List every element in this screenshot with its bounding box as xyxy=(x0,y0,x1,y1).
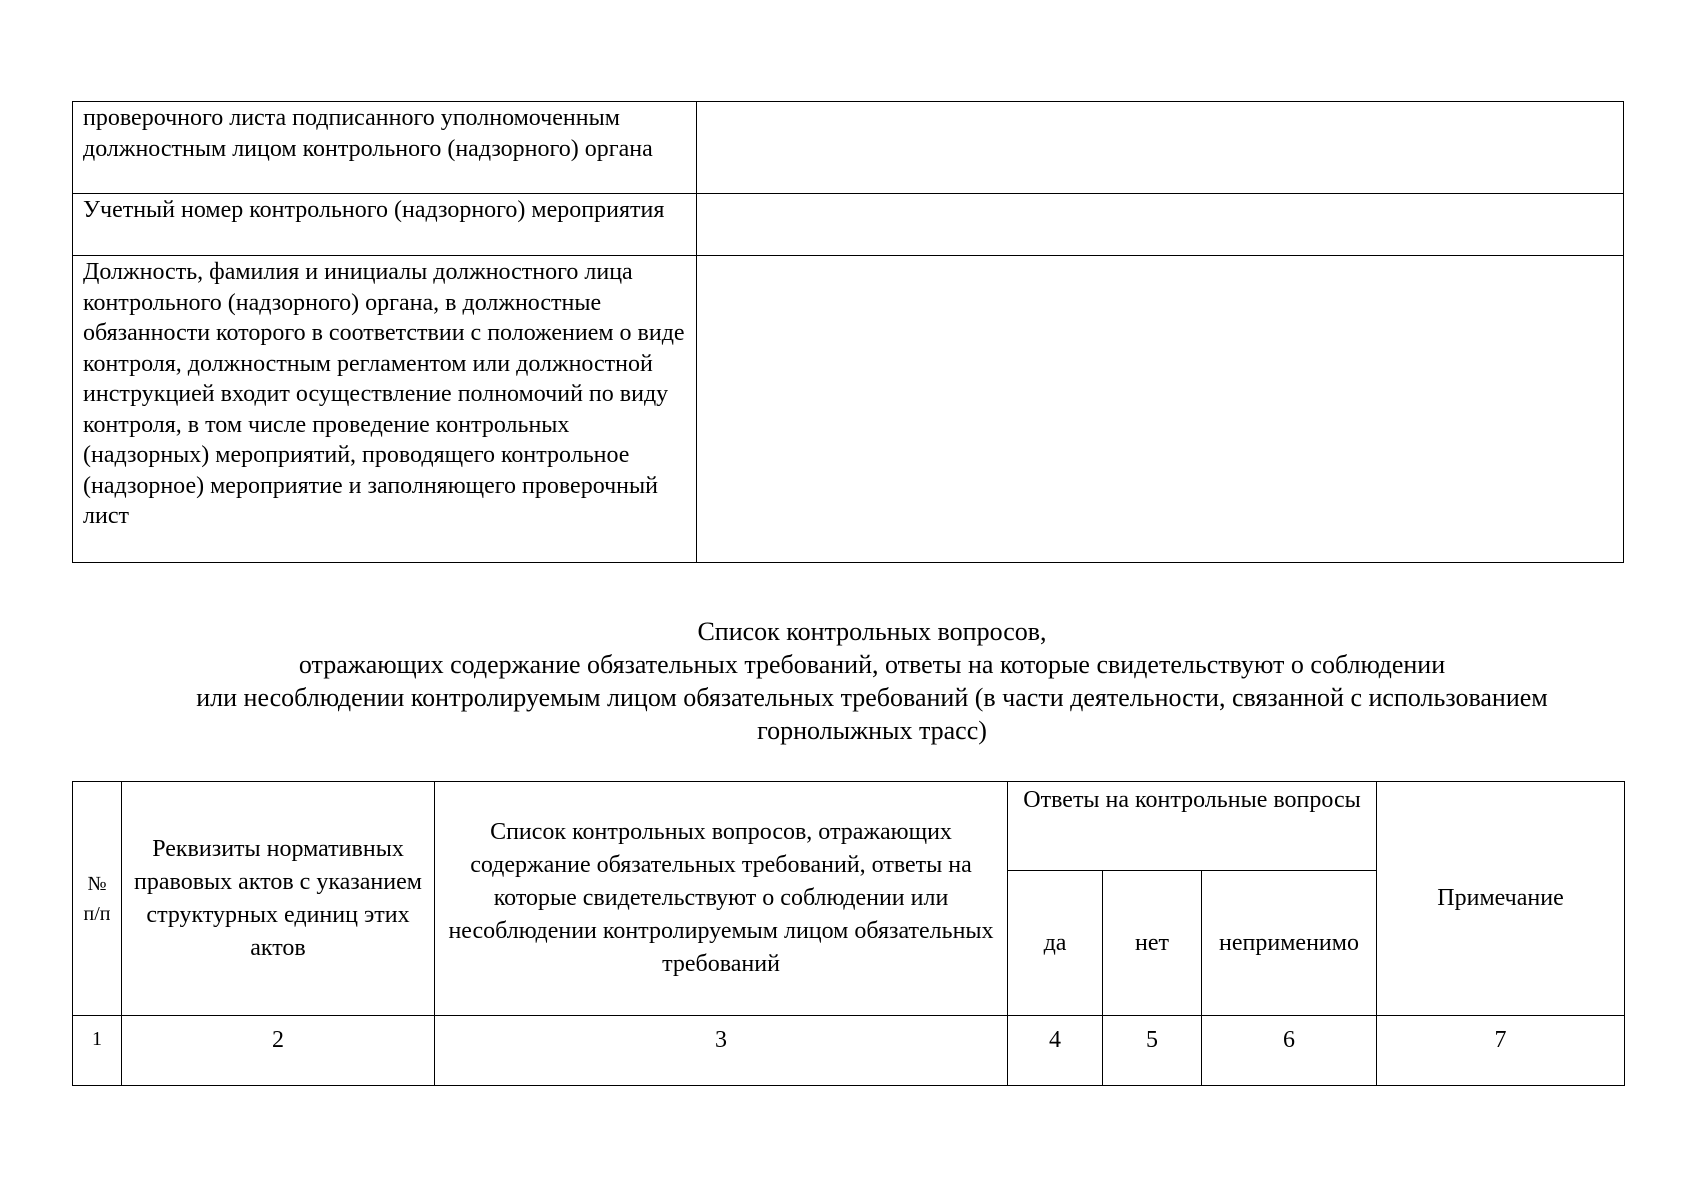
header-row xyxy=(73,782,1625,871)
section-title-line: Список контрольных вопросов, xyxy=(697,617,1047,646)
inspection-details-table xyxy=(72,101,1624,563)
section-title xyxy=(120,615,1624,747)
column-number: 6 xyxy=(1202,1016,1377,1086)
header-note: Примечание xyxy=(1377,782,1625,1016)
header-yes: да xyxy=(1008,871,1103,1016)
signature-value xyxy=(697,102,1624,194)
table-row xyxy=(73,194,1624,256)
table-row xyxy=(73,256,1624,563)
column-number: 1 xyxy=(73,1016,122,1086)
column-number: 7 xyxy=(1377,1016,1625,1086)
event-number-label: Учетный номер контрольного (надзорного) мероприятия xyxy=(73,194,697,256)
section-title-line: отражающих содержание обязательных требований, ответы на которые свидетельствуют о соблюдении xyxy=(298,650,1446,679)
column-number: 3 xyxy=(435,1016,1008,1086)
header-questions: Список контрольных вопросов, отражающих содержание обязательных требований, ответы на которые свидетельствуют о соблюдении или несоблюдении контролируемым лицом обязательных требований xyxy=(435,782,1008,1016)
column-number: 2 xyxy=(122,1016,435,1086)
official-label: Должность, фамилия и инициалы должностного лица контрольного (надзорного) органа, в должностные обязанности которого в соответствии с положением о виде контроля, должностным регламентом или должностной инструкцией входит осуществление полномочий по виду контроля, в том числе проведение контрольных (надзорных) мероприятий, проводящего контрольное (надзорное) мероприятие и заполняющего проверочный лист xyxy=(73,256,697,563)
official-value xyxy=(697,256,1624,563)
header-answers-group: Ответы на контрольные вопросы xyxy=(1008,782,1377,871)
column-number-row xyxy=(73,1016,1625,1086)
column-number: 5 xyxy=(1103,1016,1202,1086)
header-number: № п/п xyxy=(73,782,122,1016)
header-not-applicable: неприменимо xyxy=(1202,871,1377,1016)
signature-label: проверочного листа подписанного уполномоченным должностным лицом контрольного (надзорного) органа xyxy=(73,102,697,194)
checklist-table xyxy=(72,781,1625,1086)
header-no: нет xyxy=(1103,871,1202,1016)
header-requisites: Реквизиты нормативных правовых актов с указанием структурных единиц этих актов xyxy=(122,782,435,1016)
column-number: 4 xyxy=(1008,1016,1103,1086)
section-title-line: или несоблюдении контролируемым лицом обязательных требований (в части деятельности, связанной с использованием xyxy=(196,683,1548,712)
section-title-line: горнолыжных трасс) xyxy=(757,716,987,745)
event-number-value xyxy=(697,194,1624,256)
table-row xyxy=(73,102,1624,194)
